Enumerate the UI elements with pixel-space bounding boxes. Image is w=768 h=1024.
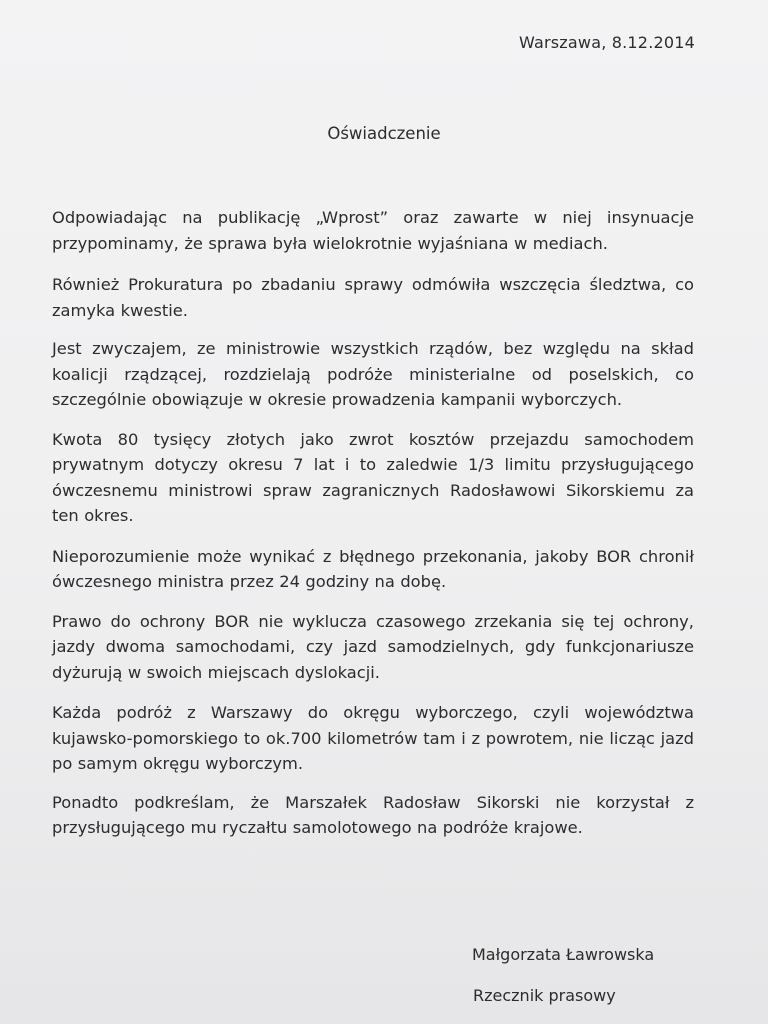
signature-name: Małgorzata Ławrowska xyxy=(472,945,655,964)
document-date: Warszawa, 8.12.2014 xyxy=(518,33,695,52)
paragraph: Ponadto podkreślam, że Marszałek Radosław Sikorski nie korzystał z przysługującego mu ryczałtu samolotowego na podróże krajowe. xyxy=(52,792,694,837)
paragraph: Kwota 80 tysięcy złotych jako zwrot kosztów przejazdu samochodem prywatnym dotyczy okresu 7 lat i to zaledwie 1/3 limitu przysługującego ówczesnemu ministrowi spraw zagranicznych Radosławowi Sikorskiemu za ten okres. xyxy=(52,429,694,525)
signature-role: Rzecznik prasowy xyxy=(473,986,616,1005)
paragraph: Prawo do ochrony BOR nie wyklucza czasowego zrzekania się tej ochrony, jazdy dwoma samochodami, czy jazd samodzielnych, gdy funkcjonariusze dyżurują w swoich miejscach dyslokacji. xyxy=(52,611,694,682)
paragraph: Każda podróż z Warszawy do okręgu wyborczego, czyli województwa kujawsko-pomorskiego to ok.700 kilometrów tam i z powrotem, nie licząc jazd po samym okręgu wyborczym. xyxy=(52,703,694,773)
paragraph: Odpowiadając na publikację „Wprost” oraz zawarte w niej insynuacje przypominamy, że sprawa była wielokrotnie wyjaśniana w mediach. xyxy=(52,208,694,253)
document-title: Oświadczenie xyxy=(327,124,441,143)
document-body xyxy=(52,205,694,855)
paragraph: Jest zwyczajem, ze ministrowie wszystkich rządów, bez względu na skład koalicji rządzącej, rozdzielają podróże ministerialne od poselskich, co szczególnie obowiązuje w okresie prowadzenia kampanii wyborczych. xyxy=(52,339,694,409)
paragraph: Nieporozumienie może wynikać z błędnego przekonania, jakoby BOR chronił ówczesnego ministra przez 24 godziny na dobę. xyxy=(52,546,694,591)
paragraph: Również Prokuratura po zbadaniu sprawy odmówiła wszczęcia śledztwa, co zamyka kwestie. xyxy=(52,275,694,320)
